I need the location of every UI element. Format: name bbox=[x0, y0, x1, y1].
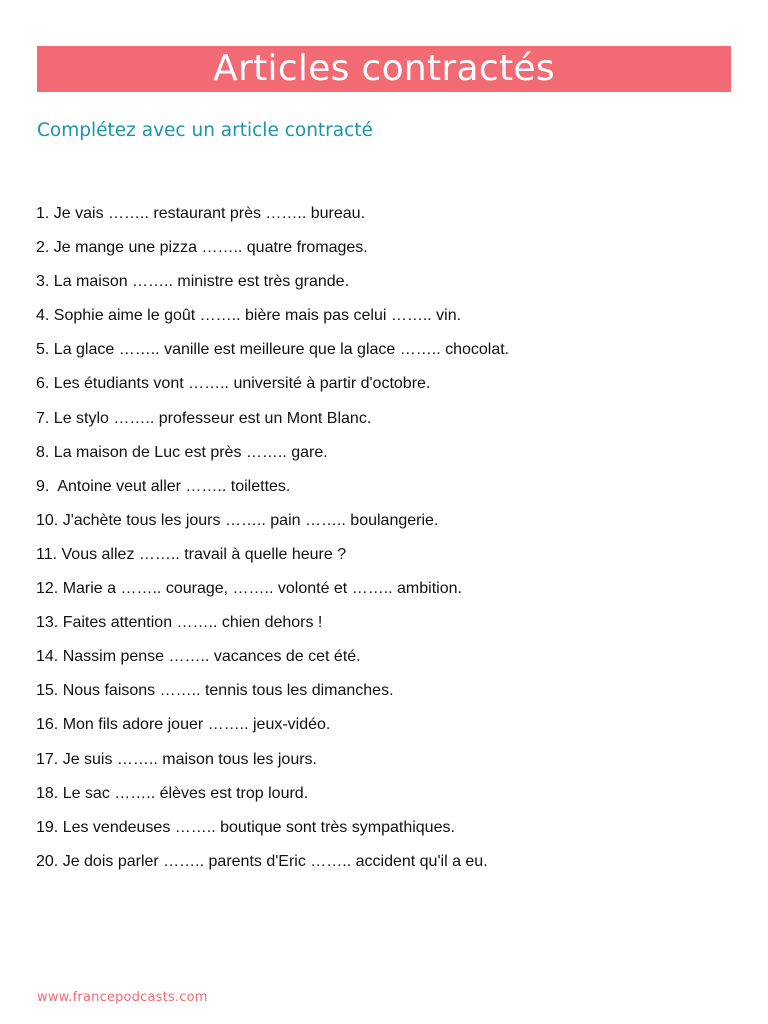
exercise-item: 19. Les vendeuses …….. boutique sont très sympathiques. bbox=[36, 818, 455, 836]
exercise-item: 15. Nous faisons …….. tennis tous les dimanches. bbox=[36, 682, 394, 700]
exercise-item: 10. J'achète tous les jours …….. pain …….. boulangerie. bbox=[36, 511, 439, 529]
exercise-item: 4. Sophie aime le goût …….. bière mais pas celui …….. vin. bbox=[36, 307, 462, 325]
exercise-item: 14. Nassim pense …….. vacances de cet été. bbox=[36, 648, 361, 666]
exercise-item: 17. Je suis …….. maison tous les jours. bbox=[36, 750, 317, 768]
exercise-item: 8. La maison de Luc est près …….. gare. bbox=[36, 443, 328, 461]
exercise-item: 20. Je dois parler …….. parents d'Eric …….. accident qu'il a eu. bbox=[36, 852, 488, 870]
exercise-item: 13. Faites attention …….. chien dehors ! bbox=[36, 614, 323, 632]
exercise-list bbox=[36, 203, 509, 885]
exercise-item: 2. Je mange une pizza …….. quatre fromages. bbox=[36, 239, 368, 257]
exercise-item: 7. Le stylo …….. professeur est un Mont Blanc. bbox=[36, 409, 372, 427]
exercise-item: 12. Marie a …….. courage, …….. volonté et …….. ambition. bbox=[36, 580, 462, 598]
exercise-item: 16. Mon fils adore jouer …….. jeux-vidéo. bbox=[36, 716, 331, 734]
exercise-item: 9. Antoine veut aller …….. toilettes. bbox=[36, 477, 291, 495]
footer-website: www.francepodcasts.com bbox=[37, 990, 208, 1005]
exercise-item: 11. Vous allez …….. travail à quelle heure ? bbox=[36, 545, 347, 563]
exercise-item: 3. La maison …….. ministre est très grande. bbox=[36, 273, 350, 291]
instructions-heading: Complétez avec un article contracté bbox=[37, 120, 373, 141]
title-banner bbox=[37, 46, 731, 92]
exercise-item: 18. Le sac …….. élèves est trop lourd. bbox=[36, 784, 309, 802]
exercise-item: 1. Je vais …….. restaurant près …….. bureau. bbox=[36, 205, 366, 222]
page-title: Articles contractés bbox=[213, 48, 555, 89]
exercise-item: 6. Les étudiants vont …….. université à partir d'octobre. bbox=[36, 375, 431, 393]
exercise-item: 5. La glace …….. vanille est meilleure que la glace …….. chocolat. bbox=[36, 341, 510, 359]
